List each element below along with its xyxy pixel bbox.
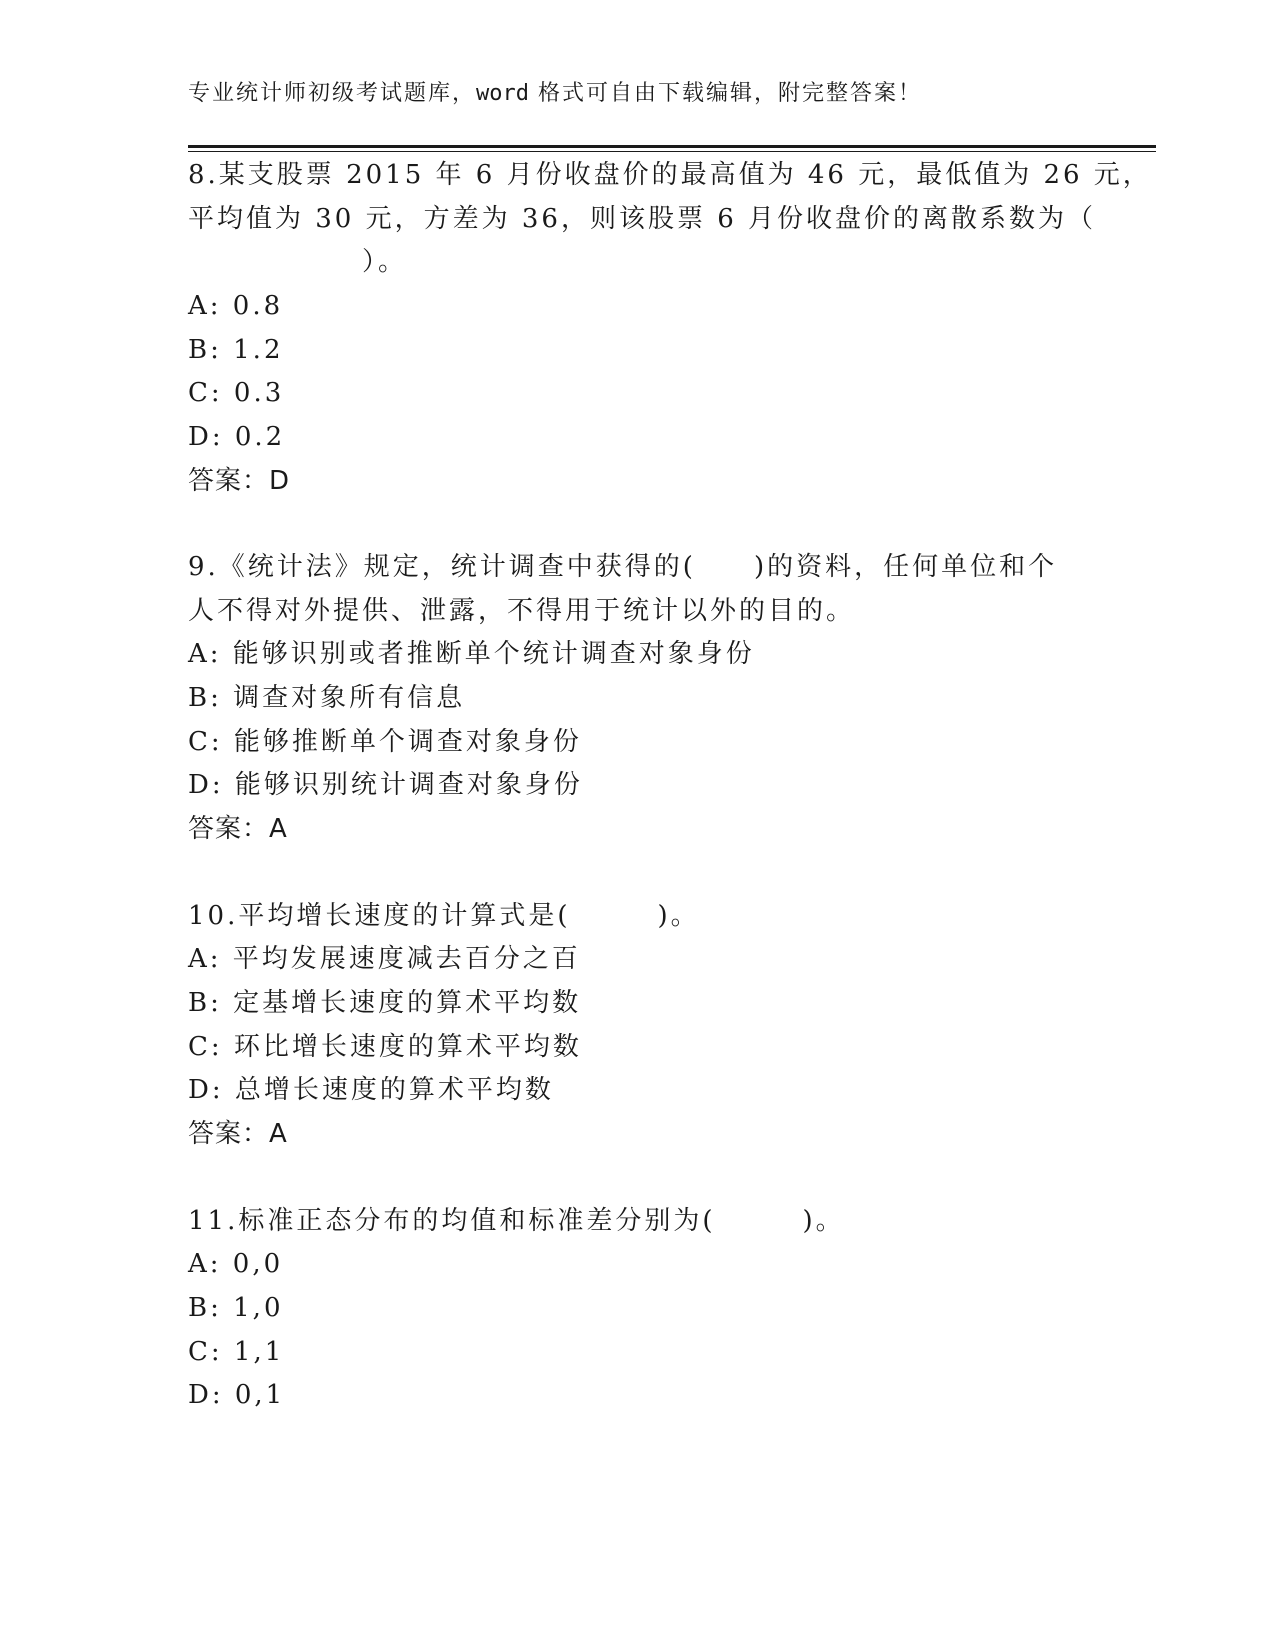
question-9-option-a: A: 能够识别或者推断单个统计调查对象身份 bbox=[188, 639, 755, 669]
question-8-line-1: 8.某支股票 2015 年 6 月份收盘价的最高值为 46 元，最低值为 26 元， bbox=[188, 160, 1152, 190]
question-11-option-c: C: 1,1 bbox=[188, 1337, 285, 1367]
question-10-option-a: A: 平均发展速度减去百分之百 bbox=[188, 944, 581, 974]
header-word: word bbox=[476, 81, 529, 106]
header-rule-thin bbox=[188, 151, 1156, 152]
question-9-line-1: 9.《统计法》规定，统计调查中获得的( )的资料，任何单位和个 bbox=[188, 552, 1058, 582]
question-8-option-c: C: 0.3 bbox=[188, 378, 285, 408]
question-8-line-3: ）。 bbox=[188, 247, 408, 277]
question-11-option-d: D: 0,1 bbox=[188, 1380, 286, 1410]
question-10-answer: 答案：A bbox=[188, 1119, 288, 1149]
question-9-answer: 答案：A bbox=[188, 814, 288, 844]
question-8-option-d: D: 0.2 bbox=[188, 422, 286, 452]
question-9-option-d: D: 能够识别统计调查对象身份 bbox=[188, 770, 583, 800]
question-9-line-2: 人不得对外提供、泄露，不得用于统计以外的目的。 bbox=[188, 596, 856, 626]
question-8-option-b: B: 1.2 bbox=[188, 335, 284, 365]
question-10-option-d: D: 总增长速度的算术平均数 bbox=[188, 1075, 554, 1105]
question-11-line-1: 11.标准正态分布的均值和标准差分别为( )。 bbox=[188, 1206, 845, 1236]
question-11-option-b: B: 1,0 bbox=[188, 1293, 284, 1323]
question-9-option-c: C: 能够推断单个调查对象身份 bbox=[188, 727, 582, 757]
header-suffix: 格式可自由下载编辑，附完整答案！ bbox=[529, 81, 922, 106]
question-8-answer: 答案：D bbox=[188, 466, 291, 496]
question-10-line-1: 10.平均增长速度的计算式是( )。 bbox=[188, 901, 700, 931]
question-8-line-2: 平均值为 30 元，方差为 36，则该股票 6 月份收盘价的离散系数为（ bbox=[188, 204, 1097, 234]
question-10-option-c: C: 环比增长速度的算术平均数 bbox=[188, 1032, 582, 1062]
question-8-option-a: A: 0.8 bbox=[188, 291, 284, 321]
header-prefix: 专业统计师初级考试题库， bbox=[188, 81, 477, 106]
question-10-option-b: B: 定基增长速度的算术平均数 bbox=[188, 988, 582, 1018]
question-9-option-b: B: 调查对象所有信息 bbox=[188, 683, 466, 713]
header-rule-thick bbox=[188, 145, 1156, 148]
page-header bbox=[188, 76, 922, 107]
question-11-option-a: A: 0,0 bbox=[188, 1249, 284, 1279]
